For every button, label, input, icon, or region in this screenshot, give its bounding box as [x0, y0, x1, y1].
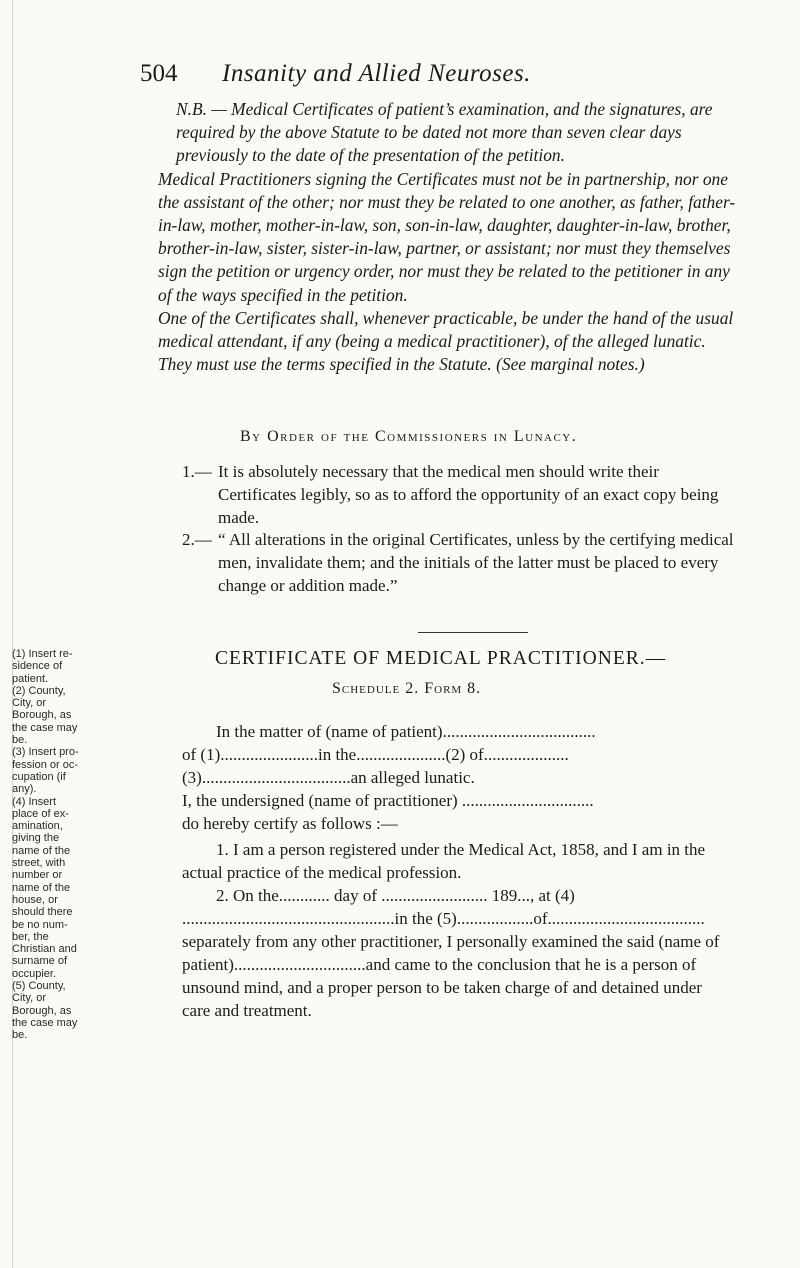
margin-note-line: the case may [12, 721, 78, 734]
form-line-occupation: (3)...................................an alleged lunatic. [182, 768, 475, 787]
rule-item-2 [182, 528, 734, 597]
rule-text: “ All alterations in the original Certificates, unless by the certifying medical men, invalidate them; and the initials of the latter must be placed to every change or addition made.” [218, 530, 734, 595]
margin-note-line: (4) Insert [12, 795, 57, 808]
margin-note-line: Borough, as [12, 709, 72, 722]
margin-note-line: be. [12, 734, 28, 747]
nb-paragraph-1: N.B. — Medical Certificates of patient’s examination, and the signatures, are required by the above Statute to be dated not more than seven clear days previously to the date of the presentation of the petition. [176, 99, 713, 166]
certificate-body [182, 838, 734, 1022]
margin-note-line: should there [12, 906, 73, 919]
certificate-clause-2: 2. On the............ day of ......................... 189..., at (4) ..................................................in the (5)..................of..................................... separately from any other practitioner, I personally examined the said (name of patient)...............................and came to the conclusion that he is a person of unsound mind, and a proper person to be taken charge of and detained under care and treatment. [182, 886, 720, 1020]
form-line-practitioner: I, the undersigned (name of practitioner) ............................... [182, 791, 594, 810]
margin-note-line: place of ex- [12, 807, 69, 820]
order-heading: By Order of the Commissioners in Lunacy. [240, 428, 578, 445]
margin-note-line: fession or oc- [12, 758, 79, 771]
margin-note-line: (5) County, [12, 980, 66, 993]
running-title: Insanity and Allied Neuroses. [222, 60, 531, 87]
nb-paragraph-3: One of the Certificates shall, whenever practicable, be under the hand of the usual medical attendant, if any (being a medical practitioner), of the alleged lunatic. They must use the terms specified in the Statute. (See marginal notes.) [158, 307, 734, 375]
rule-number: 1.— [182, 462, 212, 481]
divider-rule [418, 632, 528, 633]
margin-note-line: any). [12, 783, 37, 796]
rule-text: It is absolutely necessary that the medical men should write their Certificates legibly, so as to afford the opportunity of an exact copy being made. [218, 462, 719, 527]
margin-note-line: name of the [12, 844, 71, 857]
margin-note-line: ber, the [12, 930, 49, 943]
schedule-form: Schedule 2. Form 8. [332, 680, 482, 697]
form-line-patient: In the matter of (name of patient).................................... [216, 722, 596, 741]
margin-note-line: giving the [12, 832, 60, 845]
margin-note-line: City, or [12, 697, 47, 710]
margin-note-line: patient. [12, 672, 49, 685]
nb-paragraph-2: Medical Practitioners signing the Certificates must not be in partnership, nor one the assistant of the other; nor must they be related to one another, as father, father-in-law, mother, mother-in-law, son, son-in-law, daughter, daughter-in-law, brother, brother-in-law, sister, sister-in-law, partner, or assistant; nor must they themselves sign the petition or urgency order, nor must they be related to the petitioner in any of the ways specified in the petition. [158, 168, 736, 305]
margin-note-line: house, or [12, 893, 58, 906]
margin-note-line: be no num- [12, 918, 68, 931]
margin-note-line: City, or [12, 992, 47, 1005]
marginal-notes [12, 648, 96, 1042]
certificate-title: CERTIFICATE OF MEDICAL PRACTITIONER.— [215, 648, 667, 669]
margin-note-line: sidence of [12, 660, 63, 673]
margin-note-line: Christian and [12, 943, 77, 956]
margin-note-line: (1) Insert re- [12, 648, 73, 660]
rule-number: 2.— [182, 530, 212, 549]
margin-note-line: street, with [12, 857, 66, 870]
margin-note-line: (3) Insert pro- [12, 746, 79, 759]
form-line-certify: do hereby certify as follows :— [182, 814, 398, 833]
margin-note-line: name of the [12, 881, 71, 894]
margin-note-line: occupier. [12, 967, 57, 980]
margin-note-line: the case may [12, 1016, 78, 1029]
margin-note-line: Borough, as [12, 1004, 72, 1017]
page-number: 504 [140, 60, 178, 87]
margin-note-line: amination, [12, 820, 63, 833]
margin-note-line: (2) County, [12, 684, 66, 697]
margin-note-line: be. [12, 1029, 28, 1042]
margin-note-line: number or [12, 869, 63, 882]
form-line-residence: of (1).......................in the.....................(2) of.................... [182, 745, 569, 764]
rule-item-1 [182, 460, 734, 529]
certificate-clause-1: 1. I am a person registered under the Medical Act, 1858, and I am in the actual practice of the medical profession. [182, 840, 706, 882]
gutter-line [12, 0, 13, 1268]
margin-note-line: surname of [12, 955, 68, 968]
margin-note-line: cupation (if [12, 770, 66, 783]
nb-note [158, 98, 736, 376]
